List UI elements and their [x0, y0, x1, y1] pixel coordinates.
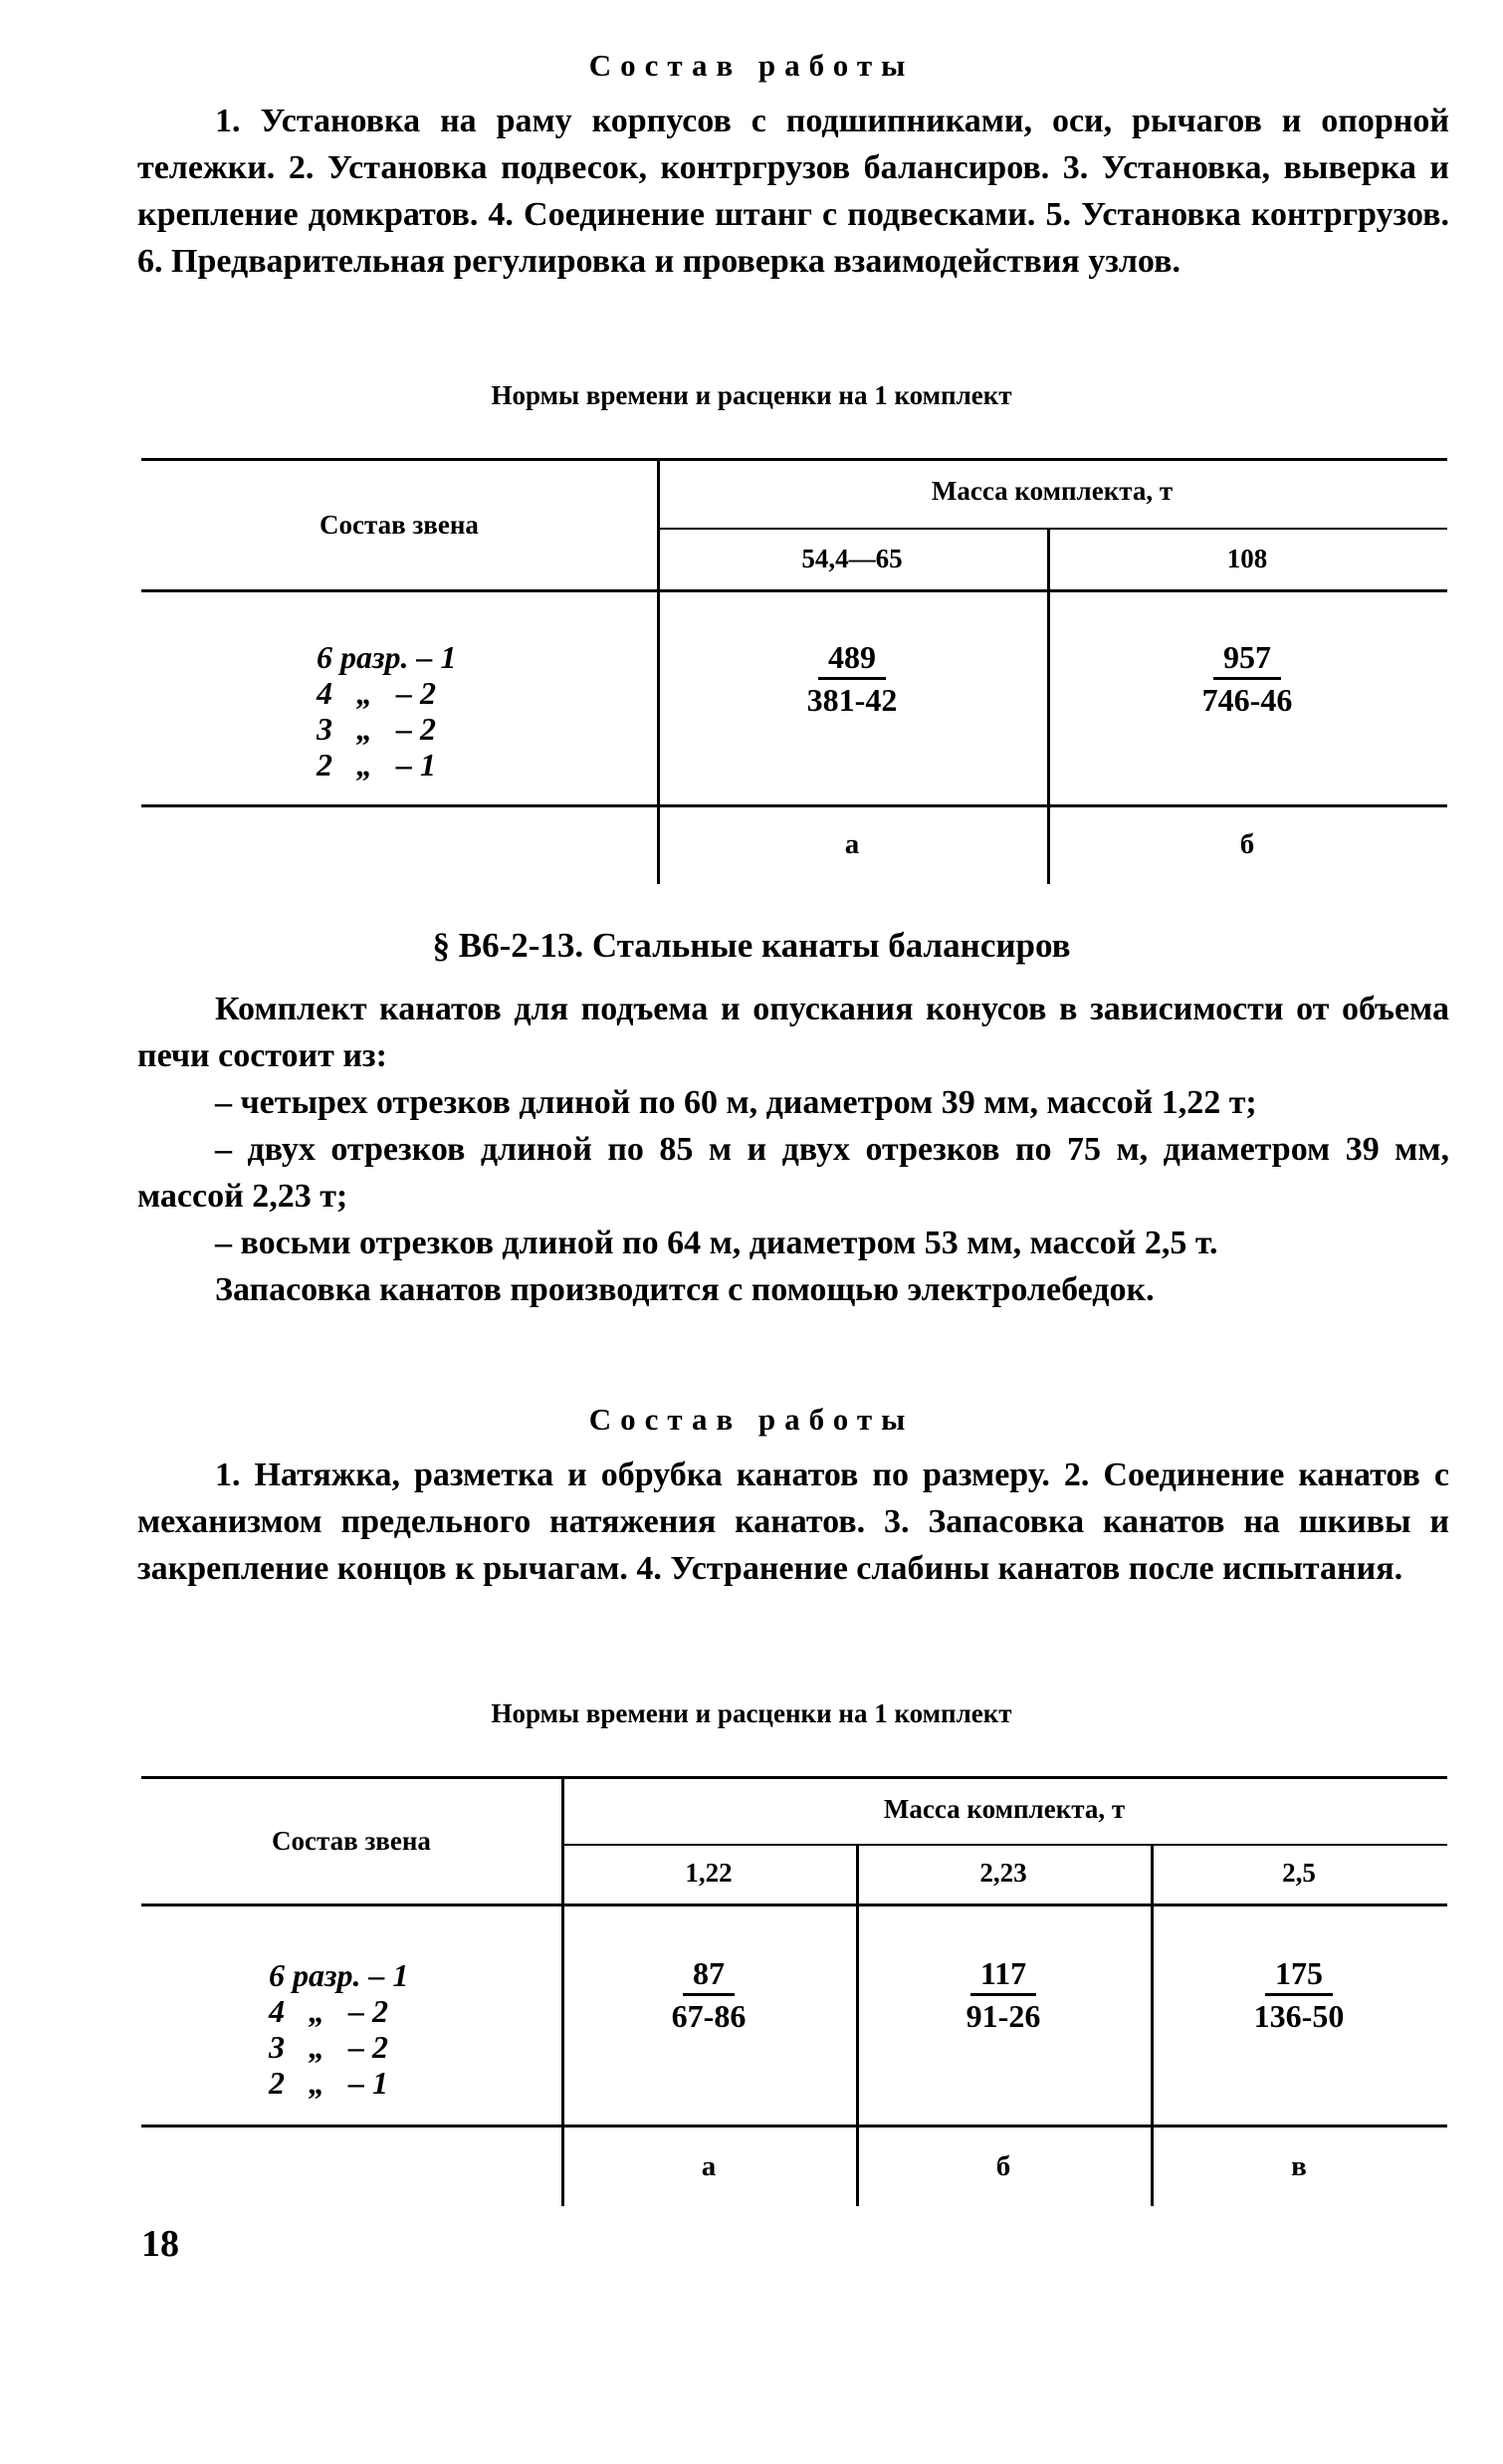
time-norm: 489 — [818, 637, 886, 680]
table1-mass-header: Масса комплекта, т — [931, 476, 1174, 506]
table2-body-rule — [141, 2125, 1447, 2128]
crew-line: 2 „ – 1 — [317, 747, 436, 783]
page-number: 18 — [141, 2223, 179, 2265]
rope-item-1: – четырех отрезков длиной по 60 м, диаметром 39 мм, массой 1,22 т; — [215, 1084, 1257, 1121]
time-norm: 175 — [1265, 1953, 1333, 1996]
table1-caption: Нормы времени и расценки на 1 комплект — [491, 380, 1012, 410]
section-note: Запасовка канатов производится с помощью электролебедок. — [215, 1271, 1155, 1308]
table2-col-header-a: 1,22 — [685, 1858, 733, 1888]
price-rate: 67-86 — [671, 1998, 747, 2034]
time-norm: 117 — [970, 1953, 1036, 1996]
table2-letter-b: б — [995, 2150, 1011, 2182]
crew-line: 6 разр. – 1 — [317, 639, 457, 675]
table2-crew-header: Состав звена — [272, 1826, 431, 1856]
crew-line: 4 „ – 2 — [317, 675, 436, 711]
table1-norm-b — [1047, 637, 1447, 720]
table2-header-divider — [561, 1844, 1447, 1846]
table2-caption: Нормы времени и расценки на 1 комплект — [491, 1698, 1012, 1728]
table1-crew-header: Состав звена — [320, 510, 479, 540]
time-norm: 87 — [683, 1953, 735, 1996]
table1-header-rule — [141, 589, 1447, 592]
table2-letter-a: а — [701, 2150, 717, 2182]
table2-col-header-c: 2,5 — [1282, 1858, 1316, 1888]
table2-header-rule — [141, 1904, 1447, 1906]
table2-top-rule — [141, 1776, 1447, 1779]
work-composition-heading-1: Состав работы — [588, 48, 915, 83]
table1-body-rule — [141, 804, 1447, 807]
work-composition-paragraph-1: 1. Установка на раму корпусов с подшипниками, оси, рычагов и опорной тележки. 2. Установка подвесок, контргрузов балансиров. 3. Установка, выверка и крепление домкратов. 4. Соединение штанг с подвесками. 5. Установка контргрузов. 6. Предварительная регулировка и проверка взаимодействия узлов. — [137, 103, 1449, 280]
table2-norm-a — [561, 1953, 856, 2036]
table2-mass-header: Масса комплекта, т — [883, 1794, 1126, 1824]
table2-crew-list — [269, 1957, 408, 2101]
table2-letter-c: в — [1291, 2150, 1307, 2182]
crew-line: 4 „ – 2 — [269, 1993, 388, 2029]
table1-header-divider — [657, 528, 1447, 530]
work-composition-paragraph-2: 1. Натяжка, разметка и обрубка канатов по размеру. 2. Соединение канатов с механизмом предельного натяжения канатов. 3. Запасовка канатов на шкивы и закрепление концов к рычагам. 4. Устранение слабины канатов после испытания. — [137, 1456, 1449, 1587]
crew-line: 3 „ – 2 — [269, 2029, 388, 2065]
table1-col-header-a: 54,4—65 — [801, 544, 903, 573]
price-rate: 136-50 — [1253, 1998, 1345, 2034]
crew-line: 2 „ – 1 — [269, 2065, 388, 2101]
price-rate: 381-42 — [806, 682, 898, 718]
time-norm: 957 — [1213, 637, 1281, 680]
work-composition-text-2 — [137, 1452, 1449, 1592]
crew-line: 6 разр. – 1 — [269, 1957, 409, 1993]
rope-item-3: – восьми отрезков длиной по 64 м, диаметром 53 мм, массой 2,5 т. — [215, 1225, 1218, 1261]
work-composition-heading-2: Состав работы — [588, 1402, 915, 1437]
table2-norm-c — [1151, 1953, 1447, 2036]
table1-crew-list — [317, 639, 456, 783]
price-rate: 91-26 — [966, 1998, 1041, 2034]
table1-norm-a — [657, 637, 1047, 720]
section-title: § В6-2-13. Стальные канаты балансиров — [432, 926, 1071, 965]
section-body — [137, 986, 1449, 1313]
section-intro: Комплект канатов для подъема и опускания конусов в зависимости от объема печи состоит из: — [137, 991, 1449, 1074]
work-composition-text-1 — [137, 98, 1449, 285]
price-rate: 746-46 — [1201, 682, 1293, 718]
table1-letter-a: а — [844, 828, 860, 860]
table1-letter-b: б — [1239, 828, 1255, 860]
table2-norm-b — [856, 1953, 1151, 2036]
rope-item-2: – двух отрезков длиной по 85 м и двух отрезков по 75 м, диаметром 39 мм, массой 2,23 т; — [137, 1131, 1449, 1215]
table2-col-header-b: 2,23 — [979, 1858, 1027, 1888]
crew-line: 3 „ – 2 — [317, 711, 436, 747]
table1-top-rule — [141, 458, 1447, 461]
table1-col-header-b: 108 — [1226, 544, 1268, 573]
